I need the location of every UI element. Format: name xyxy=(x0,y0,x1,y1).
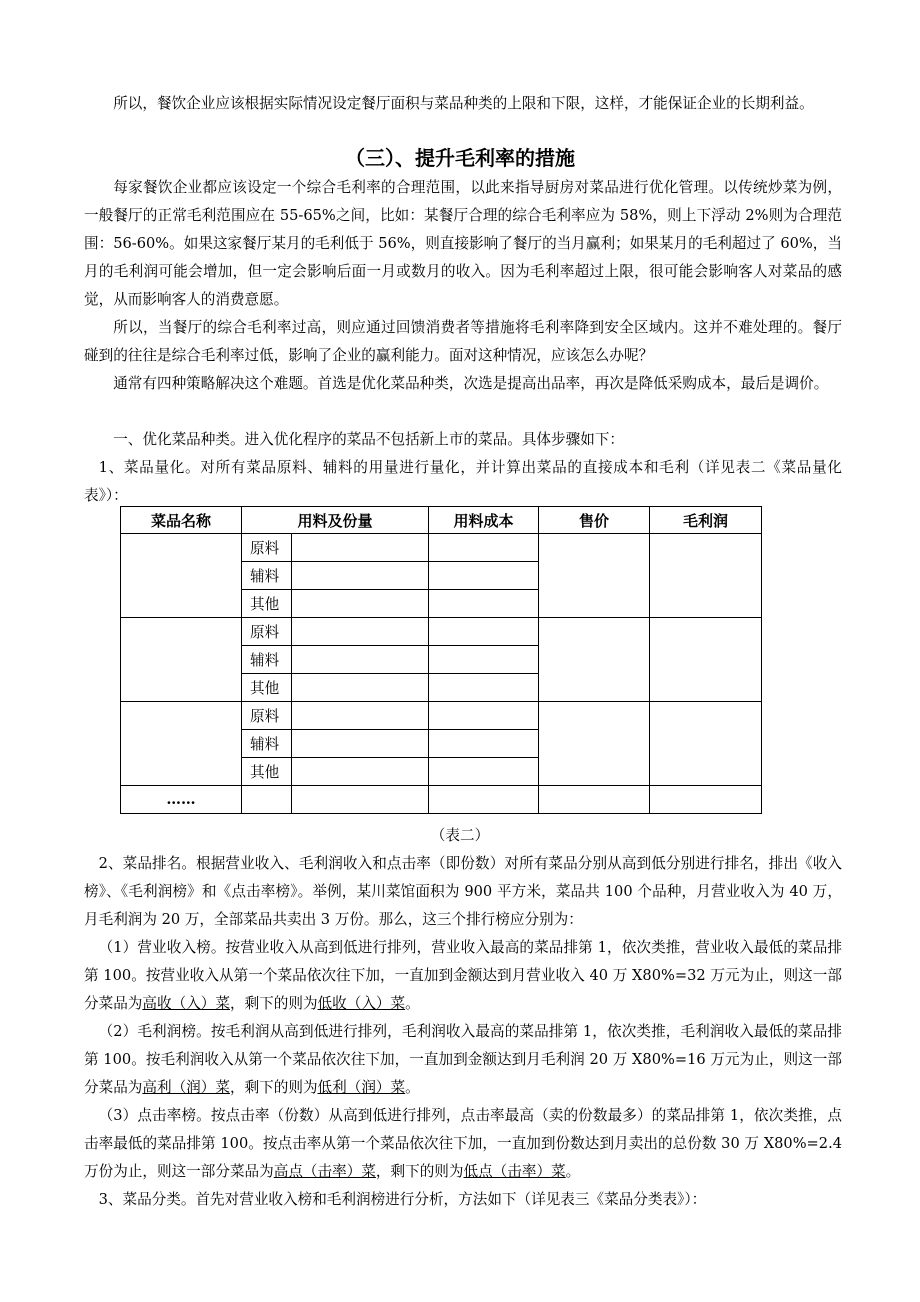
portion-cell xyxy=(292,618,429,646)
high-clickrate-term: 高点（击率）菜 xyxy=(273,1163,376,1180)
portion-cell xyxy=(292,534,429,562)
cost-cell xyxy=(429,674,539,702)
paragraph-profit-ranking xyxy=(84,1018,842,1102)
empty-cell xyxy=(292,786,429,814)
clickrate-ranking-text: 。 xyxy=(565,1163,581,1180)
portion-cell xyxy=(292,674,429,702)
low-revenue-term: 低收（入）菜 xyxy=(317,995,406,1012)
table-caption: （表二） xyxy=(430,827,490,844)
paragraph-revenue-ranking xyxy=(84,934,842,1018)
cost-cell xyxy=(429,702,539,730)
dish-name-cell xyxy=(121,618,242,702)
header-dish-name: 菜品名称 xyxy=(121,507,242,534)
section-heading: （三）、提升毛利率的措施 xyxy=(345,146,575,170)
sub-row-label: 原料 xyxy=(242,534,292,562)
table-row xyxy=(121,786,762,814)
cost-cell xyxy=(429,618,539,646)
portion-cell xyxy=(292,590,429,618)
table-row xyxy=(121,702,762,730)
header-ingredient-cost: 用料成本 xyxy=(429,507,539,534)
portion-cell xyxy=(292,702,429,730)
portion-cell xyxy=(292,730,429,758)
revenue-ranking-text: 。 xyxy=(405,995,420,1012)
revenue-ranking-text: （1）营业收入榜。按营业收入从高到低进行排列，营业收入最高的菜品排第 1，依次类推，营业收入最低的菜品排第 100。按营业收入从第一个菜品依次往下加，一直加到金额达到月营业收入 40 万 X80%=32 万元为止，则这一部分菜品为 xyxy=(84,939,842,1012)
sub-row-label: 原料 xyxy=(242,618,292,646)
dish-name-cell xyxy=(121,534,242,618)
paragraph-high-margin: 所以，当餐厅的综合毛利率过高，则应通过回馈消费者等措施将毛利率降到安全区域内。这并不难处理的。餐厅碰到的往往是综合毛利率过低，影响了企业的赢利能力。面对这种情况，应该怎么办呢？ xyxy=(84,319,842,364)
profit-cell xyxy=(650,534,762,618)
sub-row-label: 辅料 xyxy=(242,562,292,590)
portion-cell xyxy=(292,646,429,674)
dish-quantification-table xyxy=(120,506,762,814)
high-revenue-term: 高收（入）菜 xyxy=(142,995,230,1012)
ellipsis-cell: …… xyxy=(121,786,242,814)
sub-row-label: 辅料 xyxy=(242,646,292,674)
cost-cell xyxy=(429,646,539,674)
low-profit-term: 低利（润）菜 xyxy=(317,1079,406,1096)
paragraph-conclusion: 所以，餐饮企业应该根据实际情况设定餐厅面积与菜品种类的上限和下限，这样，才能保证企业的长期利益。 xyxy=(113,95,814,112)
cost-cell xyxy=(429,758,539,786)
sub-row-label: 原料 xyxy=(242,702,292,730)
price-cell xyxy=(539,618,650,702)
sub-row-label: 辅料 xyxy=(242,730,292,758)
sub-row-label: 其他 xyxy=(242,674,292,702)
dish-name-cell xyxy=(121,702,242,786)
paragraph-margin-range: 每家餐饮企业都应该设定一个综合毛利率的合理范围，以此来指导厨房对菜品进行优化管理。以传统炒菜为例，一般餐厅的正常毛利范围应在 55-65%之间，比如：某餐厅合理的综合毛利率应为 58%，则上下浮动 2%则为合理范围：56-60%。如果这家餐厅某月的毛利低于 56%，则直接影响了餐厅的当月赢利；如果某月的毛利超过了 60%，当月的毛利润可能会增加，但一定会影响后面一月或数月的收入。因为毛利率超过上限，很可能会影响客人对菜品的感觉，从而影响客人的消费意愿。 xyxy=(84,179,842,308)
sub-row-label: 其他 xyxy=(242,590,292,618)
empty-cell xyxy=(650,786,762,814)
paragraph-quantify: 1、菜品量化。对所有菜品原料、辅料的用量进行量化，并计算出菜品的直接成本和毛利（详见表二《菜品量化表》）： xyxy=(84,459,842,504)
sub-row-label: 其他 xyxy=(242,758,292,786)
paragraph-four-strategies: 通常有四种策略解决这个难题。首选是优化菜品种类，次选是提高出品率，再次是降低采购成本，最后是调价。 xyxy=(113,375,829,392)
table-row xyxy=(121,534,762,562)
revenue-ranking-text: ，剩下的则为 xyxy=(229,995,318,1012)
clickrate-ranking-text: ，剩下的则为 xyxy=(375,1163,464,1180)
empty-cell xyxy=(242,786,292,814)
table-header-row xyxy=(121,507,762,534)
header-price: 售价 xyxy=(539,507,650,534)
cost-cell xyxy=(429,590,539,618)
paragraph-ranking: 2、菜品排名。根据营业收入、毛利润收入和点击率（即份数）对所有菜品分别从高到低分别进行排名，排出《收入榜》、《毛利润榜》和《点击率榜》。举例，某川菜馆面积为 900 平方米，菜品共 100 个品种，月营业收入为 40 万，月毛利润为 20 万，全部菜品共卖出 3 万份。那么，这三个排行榜应分别为： xyxy=(84,855,842,928)
profit-cell xyxy=(650,702,762,786)
profit-ranking-text: ，剩下的则为 xyxy=(229,1079,318,1096)
high-profit-term: 高利（润）菜 xyxy=(142,1079,230,1096)
paragraph-clickrate-ranking xyxy=(84,1102,842,1186)
empty-cell xyxy=(539,786,650,814)
cost-cell xyxy=(429,562,539,590)
portion-cell xyxy=(292,562,429,590)
profit-ranking-text: （2）毛利润榜。按毛利润从高到低进行排列，毛利润收入最高的菜品排第 1，依次类推，毛利润收入最低的菜品排第 100。按毛利润收入从第一个菜品依次往下加，一直加到金额达到月毛利润 20 万 X80%=16 万元为止，则这一部分菜品为 xyxy=(84,1023,842,1096)
cost-cell xyxy=(429,534,539,562)
price-cell xyxy=(539,702,650,786)
paragraph-classification: 3、菜品分类。首先对营业收入榜和毛利润榜进行分析，方法如下（详见表三《菜品分类表》）： xyxy=(98,1191,707,1208)
empty-cell xyxy=(429,786,539,814)
cost-cell xyxy=(429,730,539,758)
paragraph-optimize-dishes: 一、优化菜品种类。进入优化程序的菜品不包括新上市的菜品。具体步骤如下： xyxy=(113,431,624,448)
low-clickrate-term: 低点（击率）菜 xyxy=(463,1163,566,1180)
profit-ranking-text: 。 xyxy=(405,1079,420,1096)
header-ingredients-portion: 用料及份量 xyxy=(242,507,429,534)
table-row xyxy=(121,618,762,646)
profit-cell xyxy=(650,618,762,702)
portion-cell xyxy=(292,758,429,786)
header-gross-profit: 毛利润 xyxy=(650,507,762,534)
price-cell xyxy=(539,534,650,618)
clickrate-ranking-text: （3）点击率榜。按点击率（份数）从高到低进行排列，点击率最高（卖的份数最多）的菜品排第 1，依次类推，点击率最低的菜品排第 100。按点击率从第一个菜品依次往下加，一直加到份数达到月卖出的总份数 30 万 X80%=2.4 万份为止，则这一部分菜品为 xyxy=(84,1107,842,1180)
